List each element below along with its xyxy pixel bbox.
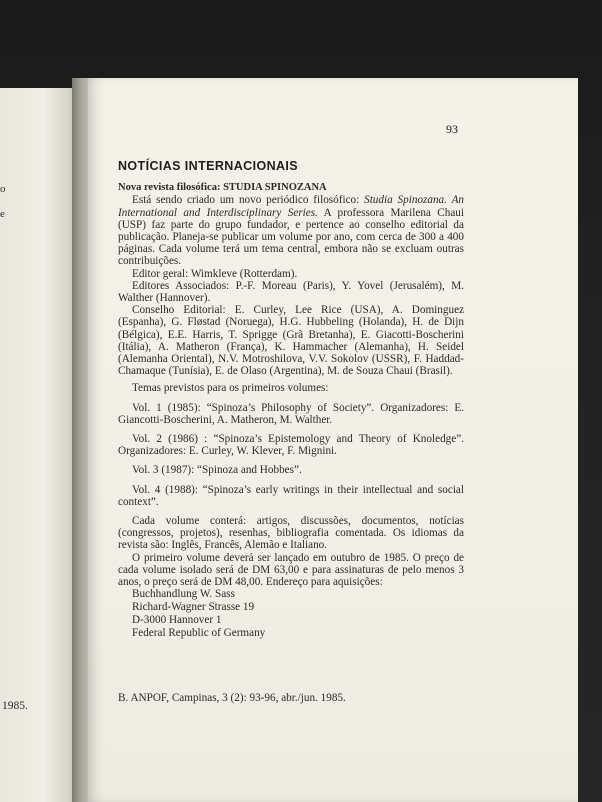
address-line: Federal Republic of Germany: [132, 627, 266, 640]
intro-text-cont: A professora Marilena Chaui (USP) faz parte do grupo fundador, e pertence ao conselho editorial da publicação. Planeja-se publicar um volume por ano, com cerca de 300 a 400 páginas. Cada volume terá um tema central, embora não se excluam outras contribuições.: [118, 206, 464, 268]
journal-title: Studia Spinozana. An International and Interdisciplinary Series.: [118, 194, 465, 219]
article-subheading: Nova revista filosófica: STUDIA SPINOZANA: [118, 182, 327, 194]
volume-item: Vol. 2 (1986) : “Spinoza’s Epistemology and Theory of Knoledge”. Organizadores: E. Curley, W. Klever, F. Mignini.: [118, 433, 464, 458]
left-page-year: 1985.: [2, 700, 28, 712]
section-title: NOTÍCIAS INTERNACIONAIS: [118, 159, 299, 173]
address-line: D-3000 Hannover 1: [132, 614, 222, 627]
editor-geral: Editor geral: Wimkleve (Rotterdam).: [132, 267, 298, 280]
address-line: Buchhandlung W. Sass: [132, 588, 235, 601]
article-body: [118, 160, 464, 640]
temas-previstos: Temas previstos para os primeiros volumes:: [132, 382, 329, 395]
left-page: [0, 88, 80, 802]
journal-citation-footer: B. ANPOF, Campinas, 3 (2): 93-96, abr./jun. 1985.: [118, 692, 346, 704]
address-line: Richard-Wagner Strasse 19: [132, 601, 255, 614]
left-page-fragment: e: [0, 208, 5, 220]
volume-item: Vol. 4 (1988): “Spinoza’s early writings in their intellectual and social context”.: [118, 483, 464, 508]
primeiro-volume-paragraph: O primeiro volume deverá ser lançado em outubro de 1985. O preço de cada volume isolado será de DM 63,00 e para assinaturas de pelo menos 3 anos, o preço será de DM 48,00. Endereço para aquisições:: [118, 551, 464, 589]
volume-item: Vol. 1 (1985): “Spinoza’s Philosophy of Society”. Organizadores: E. Giancotti-Boscherini, A. Matheron, M. Walther.: [118, 401, 464, 426]
intro-text: Está sendo criado um novo periódico filosófico:: [132, 194, 365, 207]
left-page-fragment: o: [0, 183, 6, 195]
volume-item: Vol. 3 (1987): “Spinoza and Hobbes”.: [132, 464, 302, 477]
editores-associados: Editores Associados: P.-F. Moreau (Paris), Y. Yovel (Jerusalém), M. Walther (Hannover).: [118, 279, 464, 305]
conselho-editorial: Conselho Editorial: E. Curley, Lee Rice (USA), A. Dominguez (Espanha), G. Fløstad (Noruega), H.G. Hubbeling (Holanda), H. de Dijn (Bélgica), E.E. Harris, T. Sprigge (Grã Bretanha), E. Giacotti-Boscherini (Itália), A. Matheron (França), K. Hammacher (Alemanha), H. Seidel (Alemanha Oriental), N.V. Motroshilova, V.V. Sokolov (USSR), F. Haddad-Chamaque (Tunísia), E. de Olaso (Argentina), M. de Souza Chaui (Brasil).: [118, 304, 464, 378]
intro-paragraph: [118, 194, 464, 267]
cada-volume-paragraph: Cada volume conterá: artigos, discussões, documentos, notícias (congressos, projetos), resenhas, bibliografia comentada. Os idiomas da revista são: Inglês, Francês, Alemão e Italiano.: [118, 515, 464, 552]
page-number: 93: [446, 122, 458, 136]
order-address: [118, 588, 464, 640]
